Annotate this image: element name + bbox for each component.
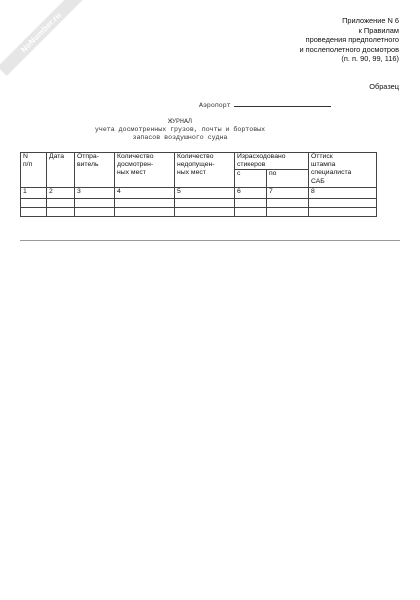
journal-table <box>20 152 377 217</box>
table-cell: 4 <box>115 188 175 199</box>
table-cell <box>75 199 115 208</box>
table-cell <box>235 199 267 208</box>
table-cell <box>175 199 235 208</box>
journal-subtitle-line: запасов воздушного судна <box>132 133 228 141</box>
header-stickers: Израсходовано стикеров <box>235 153 309 170</box>
table-cell <box>75 208 115 217</box>
header-stickers-to: по <box>267 170 309 188</box>
appendix-block <box>199 16 399 64</box>
table-cell: 2 <box>47 188 75 199</box>
table-cell <box>267 208 309 217</box>
appendix-line: проведения предполетного <box>305 35 399 45</box>
table-cell <box>267 199 309 208</box>
header-stamp: Оттиск штампа специалиста САБ <box>309 153 377 188</box>
header-n: N п/п <box>21 153 47 188</box>
table-cell <box>175 208 235 217</box>
page-divider <box>20 240 400 241</box>
table-header-row <box>21 153 377 170</box>
table-cell <box>309 208 377 217</box>
table-cell <box>235 208 267 217</box>
table-row <box>21 199 377 208</box>
journal-title: ЖУРНАЛ <box>168 118 192 125</box>
header-sender: Отпра- витель <box>75 153 115 188</box>
table-cell <box>47 199 75 208</box>
table-cell <box>47 208 75 217</box>
table-cell <box>21 199 47 208</box>
header-date: Дата <box>47 153 75 188</box>
header-stickers-from: с <box>235 170 267 188</box>
table-column-numbers-row <box>21 188 377 199</box>
appendix-line: Приложение N 6 <box>342 16 399 25</box>
appendix-line: и послеполетного досмотров <box>299 44 399 54</box>
sample-label: Образец <box>369 82 399 91</box>
journal-subtitle-line: учета досмотренных грузов, почты и бортовых <box>94 125 266 133</box>
table-cell: 7 <box>267 188 309 199</box>
watermark: NoNumber.ru <box>0 0 84 76</box>
table-cell <box>309 199 377 208</box>
table-cell: 6 <box>235 188 267 199</box>
table-cell <box>115 208 175 217</box>
airport-blank-line <box>234 100 331 107</box>
table-cell: 8 <box>309 188 377 199</box>
table-cell <box>115 199 175 208</box>
journal-heading <box>60 118 300 141</box>
table-row <box>21 208 377 217</box>
header-inspected: Количество досмотрен- ных мест <box>115 153 175 188</box>
airport-label: Аэропорт <box>199 102 231 109</box>
table-cell: 5 <box>175 188 235 199</box>
table-cell <box>21 208 47 217</box>
table-cell: 1 <box>21 188 47 199</box>
table-cell: 3 <box>75 188 115 199</box>
appendix-line: (п. п. 90, 99, 116) <box>341 54 399 64</box>
appendix-line: к Правилам <box>358 25 399 35</box>
header-not-admitted: Количество недопущен- ных мест <box>175 153 235 188</box>
airport-field <box>199 100 331 109</box>
